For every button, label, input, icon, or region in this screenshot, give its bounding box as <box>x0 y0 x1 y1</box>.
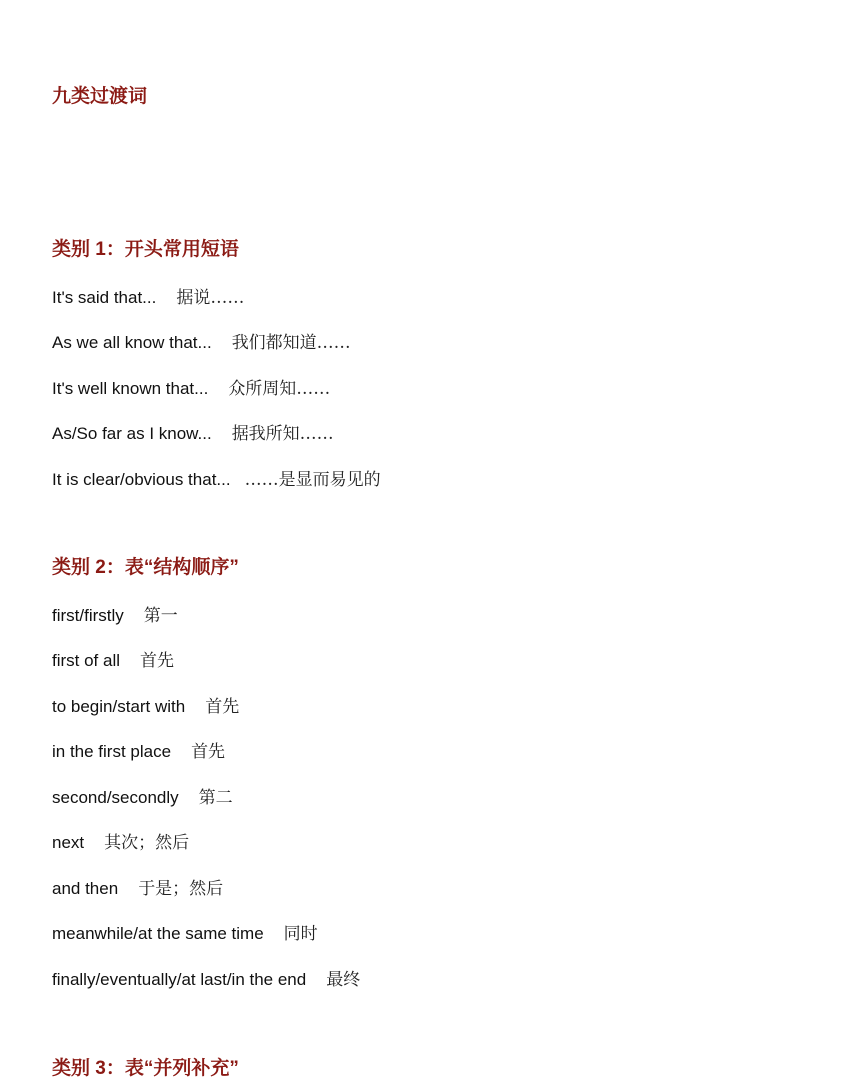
list-item <box>52 354 381 400</box>
section-opening-phrases <box>52 237 381 491</box>
chinese-translation: 于是；然后 <box>138 878 224 899</box>
list-item <box>52 400 381 446</box>
chinese-translation: 同时 <box>283 924 318 944</box>
english-phrase: and then <box>52 878 119 898</box>
english-phrase: to begin/start with <box>52 696 186 716</box>
english-phrase: finally/eventually/at last/in the end <box>52 969 307 989</box>
english-phrase: meanwhile/at the same time <box>52 924 264 943</box>
section-parallel-supplement <box>52 1056 239 1082</box>
list-item <box>52 627 360 673</box>
list-item <box>52 900 360 946</box>
section-heading: 类别 3：表“并列补充” <box>52 1058 239 1079</box>
list-item <box>52 809 360 855</box>
list-item <box>52 309 381 355</box>
list-item <box>52 672 360 718</box>
chinese-translation: 据我所知…… <box>231 424 334 444</box>
english-phrase: As/So far as I know... <box>52 424 212 443</box>
english-phrase: It's well known that... <box>52 378 209 398</box>
english-phrase: first of all <box>52 651 121 670</box>
english-phrase: As we all know that... <box>52 333 212 352</box>
chinese-translation: 据说…… <box>176 287 245 308</box>
document-title: 九类过渡词 <box>52 86 148 107</box>
chinese-translation: 最终 <box>326 969 361 990</box>
english-phrase: first/firstly <box>52 605 124 625</box>
english-phrase: next <box>52 833 85 852</box>
phrase-list <box>52 581 360 991</box>
section-structure-order <box>52 555 360 991</box>
list-item <box>52 718 360 764</box>
chinese-translation: 首先 <box>140 651 175 671</box>
list-item <box>52 854 360 900</box>
list-item <box>52 263 381 309</box>
chinese-translation: 其次；然后 <box>104 833 190 853</box>
list-item <box>52 763 360 809</box>
english-phrase: It is clear/obvious that... <box>52 469 231 489</box>
list-item <box>52 445 381 491</box>
section-heading: 类别 2：表“结构顺序” <box>52 557 239 578</box>
english-phrase: second/secondly <box>52 787 179 807</box>
list-item <box>52 581 360 627</box>
english-phrase: It's said that... <box>52 287 157 307</box>
list-item <box>52 945 360 991</box>
chinese-translation: 第二 <box>198 787 233 808</box>
chinese-translation: 首先 <box>191 742 226 762</box>
chinese-translation: 首先 <box>205 696 240 717</box>
phrase-list <box>52 263 381 491</box>
chinese-translation: 众所周知…… <box>228 378 331 399</box>
section-heading: 类别 1：开头常用短语 <box>52 239 239 260</box>
chinese-translation: ……是显而易见的 <box>244 469 381 490</box>
english-phrase: in the first place <box>52 742 172 761</box>
chinese-translation: 我们都知道…… <box>231 333 351 353</box>
chinese-translation: 第一 <box>143 605 178 626</box>
